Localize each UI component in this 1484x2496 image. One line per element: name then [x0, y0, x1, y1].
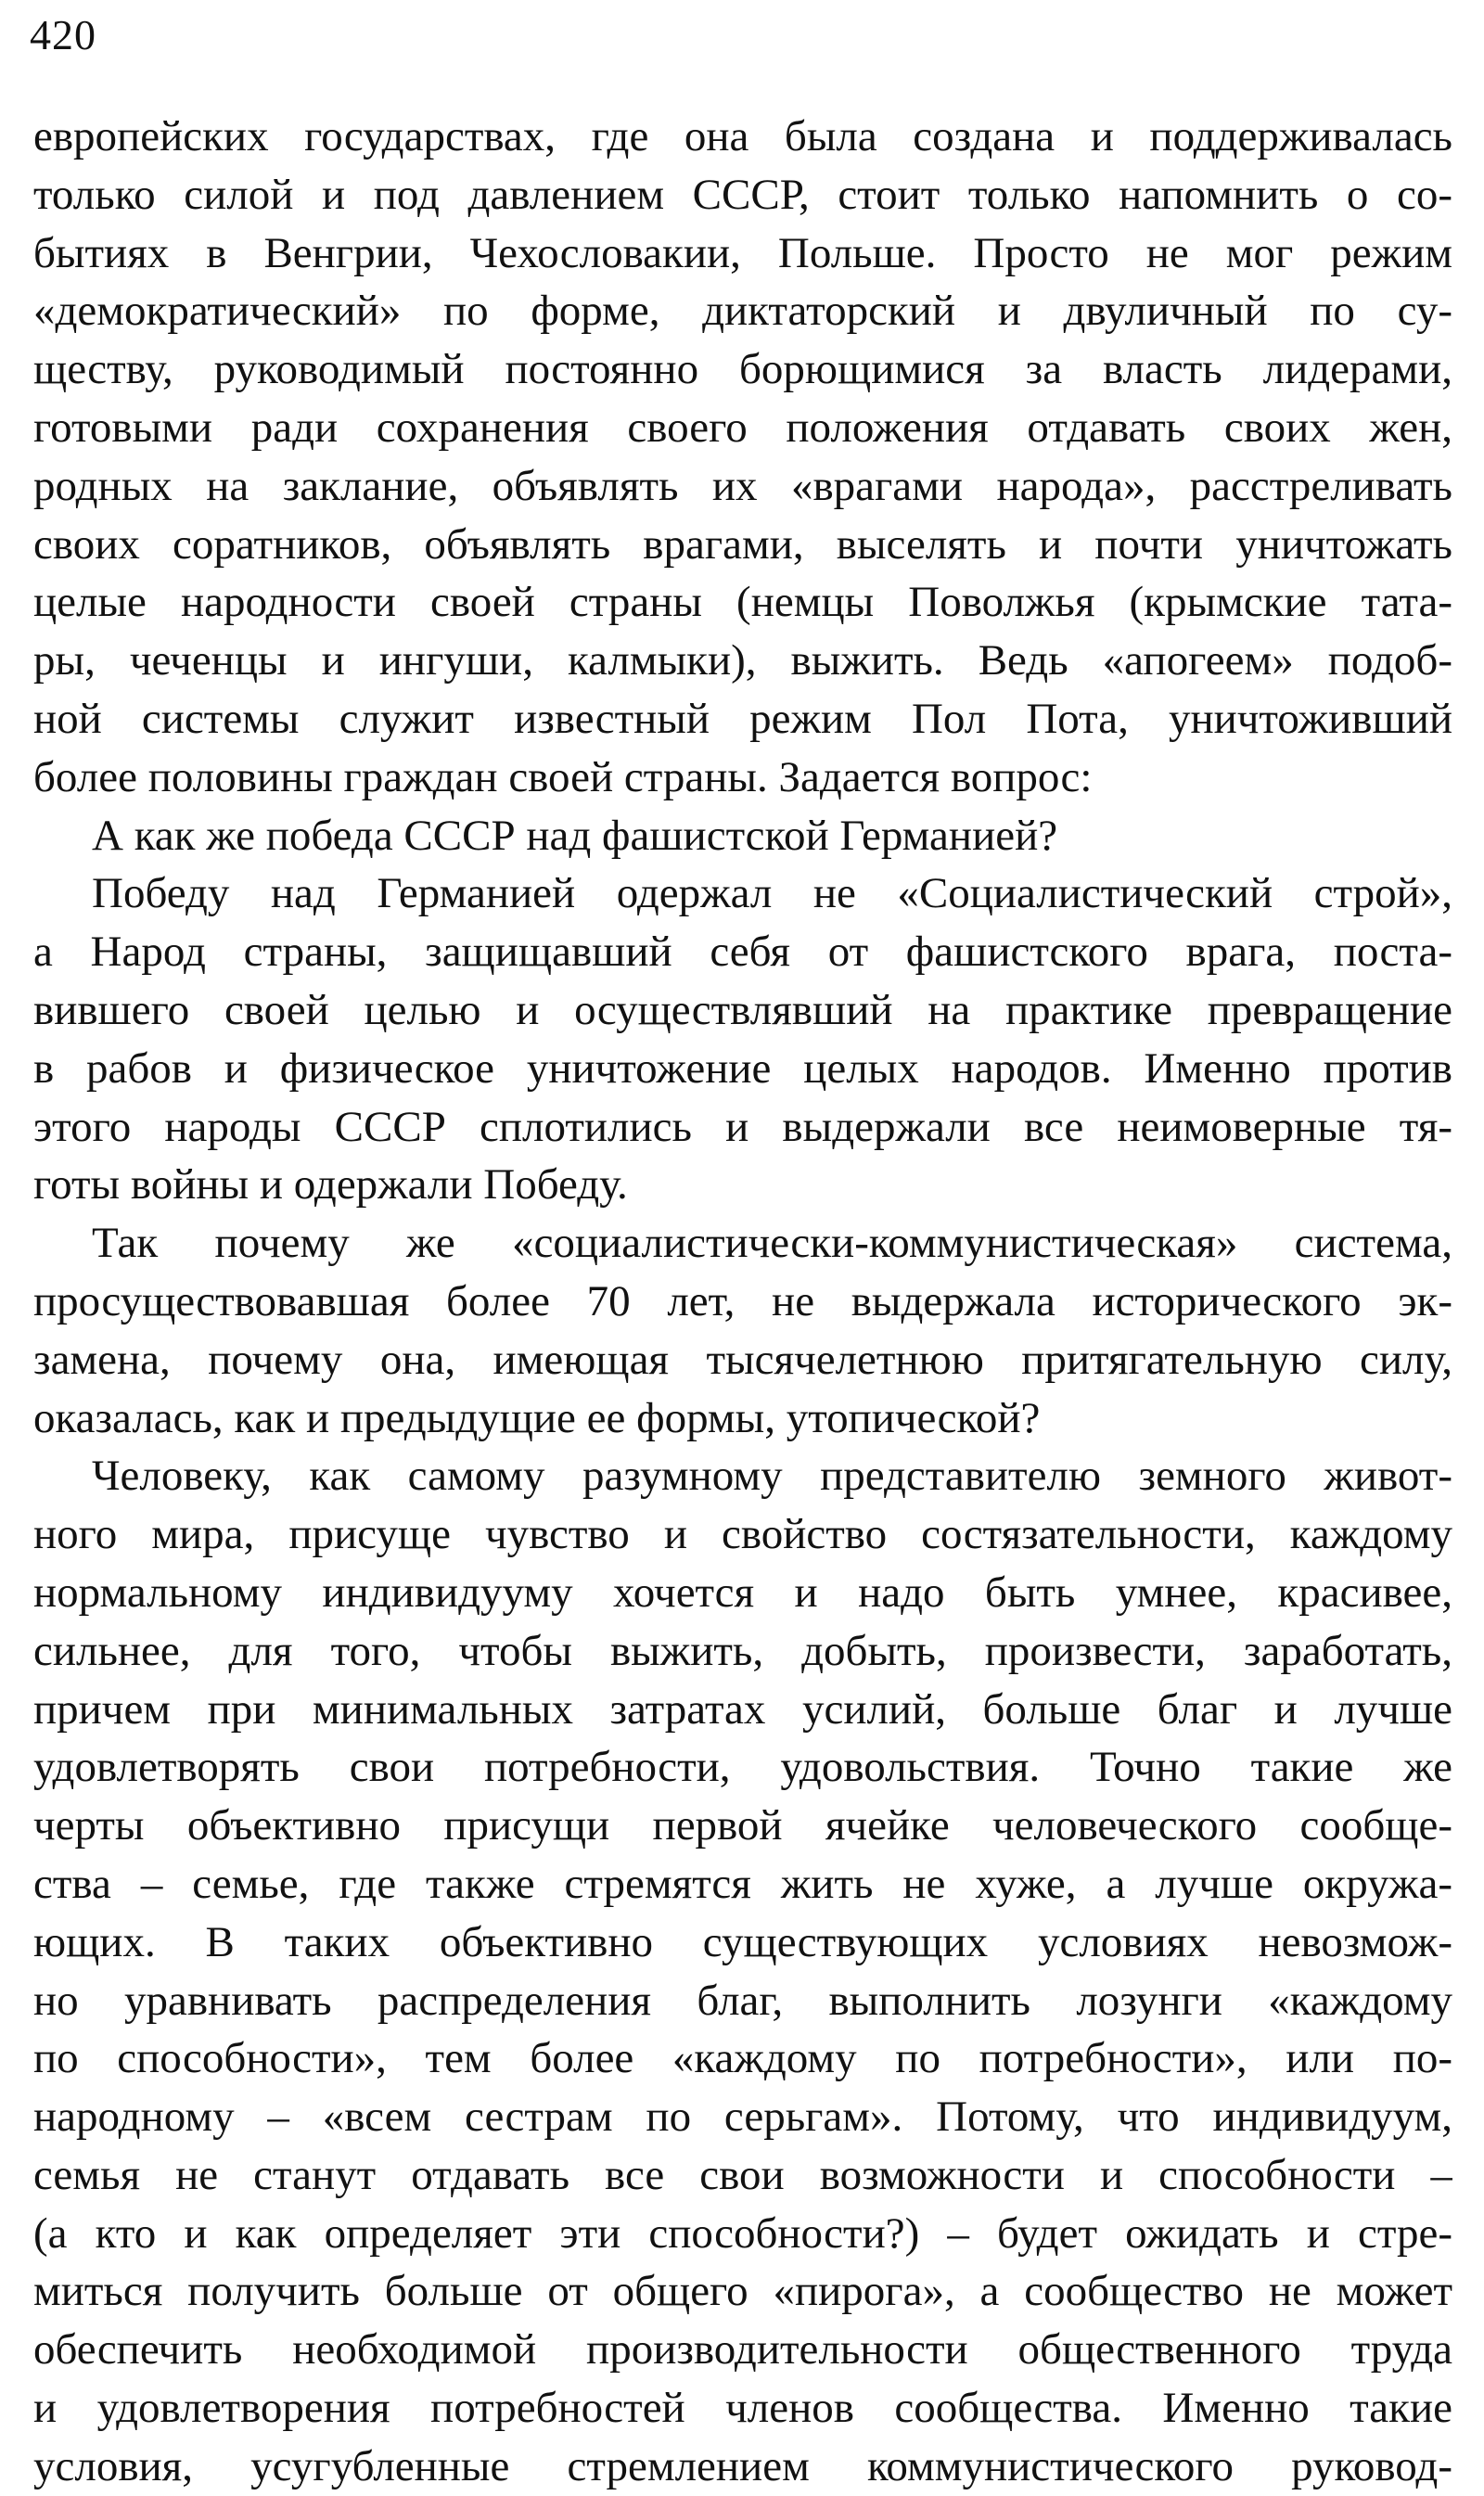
text-line: только силой и под давлением СССР, стоит только напомнить о со-	[33, 170, 1452, 219]
text-line: народному – «всем сестрам по серьгам». Потому, что индивидуум,	[33, 2093, 1452, 2142]
body-text	[33, 108, 1452, 2496]
text-line: ющих. В таких объективно существующих условиях невозмож-	[33, 1917, 1452, 1966]
text-line: в рабов и физическое уничтожение целых народов. Именно против	[33, 1043, 1452, 1093]
text-line: по способности», тем более «каждому по потребности», или по-	[33, 2034, 1452, 2083]
text-line: готовыми ради сохранения своего положения отдавать своих жен,	[33, 403, 1452, 452]
text-line: европейских государствах, где она была создана и поддерживалась	[33, 112, 1452, 160]
text-line: целые народности своей страны (немцы Поволжья (крымские тата-	[33, 578, 1452, 627]
text-line: а Народ страны, защищавший себя от фашистского врага, поста-	[33, 928, 1452, 977]
text-line: ры, чеченцы и ингуши, калмыки), выжить. Ведь «апогеем» подоб-	[33, 636, 1452, 685]
text-line: обеспечить необходимой производительности общественного труда	[33, 2325, 1452, 2374]
text-line: ществу, руководимый постоянно борющимися за власть лидерами,	[33, 345, 1452, 394]
text-line: условия, усугубленные стремлением коммунистического руковод-	[33, 2441, 1452, 2490]
text-line: Так почему же «социалистически-коммунистическая» система,	[92, 1219, 1452, 1268]
text-line: ной системы служит известный режим Пол Пота, уничтоживший	[33, 694, 1452, 743]
text-line: вившего своей целью и осуществлявший на практике превращение	[33, 985, 1452, 1034]
text-line: родных на заклание, объявлять их «врагами народа», расстреливать	[33, 461, 1452, 510]
text-line: миться получить больше от общего «пирога», а сообщество не может	[33, 2267, 1452, 2316]
text-line: замена, почему она, имеющая тысячелетнюю притягательную силу,	[33, 1335, 1452, 1384]
text-line: нормальному индивидууму хочется и надо быть умнее, красивее,	[33, 1568, 1452, 1617]
text-line: удовлетворять свои потребности, удовольствия. Точно такие же	[33, 1743, 1452, 1792]
text-line: ного мира, присуще чувство и свойство состязательности, каждому	[33, 1510, 1452, 1559]
text-line: просуществовавшая более 70 лет, не выдержала исторического эк-	[33, 1276, 1452, 1325]
text-line: сильнее, для того, чтобы выжить, добыть, произвести, заработать,	[33, 1626, 1452, 1675]
text-line: бытиях в Венгрии, Чехословакии, Польше. Просто не мог режим	[33, 228, 1452, 277]
text-line: (а кто и как определяет эти способности?) – будет ожидать и стре-	[33, 2208, 1452, 2258]
text-line: «демократический» по форме, диктаторский и двуличный по су-	[33, 287, 1452, 336]
page-number: 420	[30, 11, 96, 58]
text-line: семья не станут отдавать все свои возможности и способности –	[33, 2150, 1452, 2199]
text-line: оказалась, как и предыдущие ее формы, утопической?	[33, 1393, 1041, 1442]
text-line: Победу над Германией одержал не «Социалистический строй»,	[92, 869, 1452, 918]
text-line: своих соратников, объявлять врагами, выселять и почти уничтожать	[33, 519, 1452, 569]
text-line: ства – семье, где также стремятся жить не хуже, а лучше окружа-	[33, 1859, 1452, 1908]
text-line: готы войны и одержали Победу.	[33, 1160, 628, 1210]
text-line: но уравнивать распределения благ, выполнить лозунги «каждому	[33, 1976, 1452, 2025]
text-line: Человеку, как самому разумному представителю земного живот-	[92, 1452, 1452, 1501]
text-line: черты объективно присущи первой ячейке человеческого сообще-	[33, 1801, 1452, 1850]
text-line: А как же победа СССР над фашистской Германией?	[92, 811, 1058, 860]
text-line: этого народы СССР сплотились и выдержали все неимоверные тя-	[33, 1102, 1452, 1151]
text-line: более половины граждан своей страны. Задается вопрос:	[33, 752, 1093, 801]
text-line: причем при минимальных затратах усилий, больше благ и лучше	[33, 1684, 1452, 1734]
text-line: и удовлетворения потребностей членов сообщества. Именно такие	[33, 2384, 1452, 2433]
